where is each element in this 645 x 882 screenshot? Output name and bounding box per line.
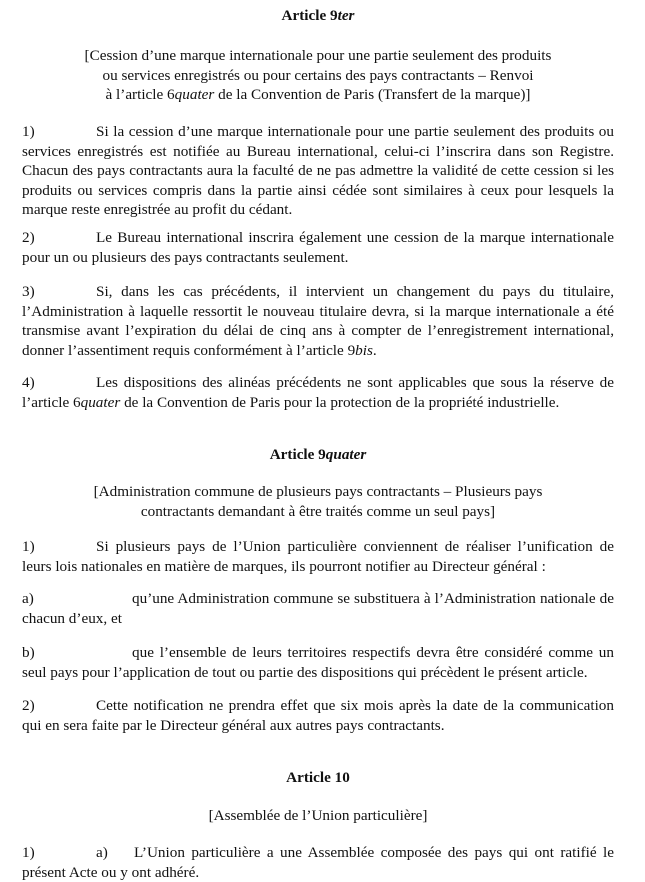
article-9ter-title: Article 9ter (281, 7, 355, 24)
article-9ter-para-3: 3) Si, dans les cas précédents, il intervient un changement du pays du titulaire, l’Administration à laquelle ressortit le nouveau titulaire devra, si la marque internationale a été transmise avant l’expiration du délai de cinq ans à compter de l’enregistrement international, donner l’assentiment requis conformément à l’article 9bis. (22, 283, 614, 359)
article-9ter-para-2: 2) Le Bureau international inscrira également une cession de la marque internationale pour un ou plusieurs des pays contractants seulement. (22, 229, 614, 266)
article-9quater-title: Article 9quater (269, 446, 367, 463)
article-10-title: Article 10 (286, 769, 350, 786)
article-9quater-subtitle: [Administration commune de plusieurs pays contractants – Plusieurs pays contractants demandant à être traités comme un seul pays] (93, 483, 543, 520)
article-9quater-para-b: b) que l’ensemble de leurs territoires respectifs devra être considéré comme un seul pays pour l’application de tout ou partie des dispositions qui précèdent le présent article. (22, 644, 614, 681)
article-9ter-para-4: 4) Les dispositions des alinéas précédents ne sont applicables que sous la réserve de l’article 6quater de la Convention de Paris pour la protection de la propriété industrielle. (22, 374, 614, 411)
article-10-subtitle: [Assemblée de l’Union particulière] (208, 807, 428, 824)
article-9quater-para-2: 2) Cette notification ne prendra effet que six mois après la date de la communication qui en sera faite par le Directeur général aux autres pays contractants. (22, 697, 614, 734)
article-9ter-subtitle: [Cession d’une marque internationale pour une partie seulement des produits ou services enregistrés ou pour certains des pays contractants – Renvoi à l’article 6quater de la Convention de Paris (Transfert de la marque)] (84, 47, 552, 104)
article-10-para-1: 1) a) L’Union particulière a une Assemblée composée des pays qui ont ratifié le présent Acte ou y ont adhéré. (22, 844, 614, 881)
article-9ter-para-1: 1) Si la cession d’une marque internationale pour une partie seulement des produits ou services enregistrés est notifiée au Bureau international, celui-ci l’inscrira dans son Registre. Chacun des pays contractants aura la faculté de ne pas admettre la validité de cette cession si les produits ou services compris dans la partie ainsi cédée sont similaires à ceux pour lesquels la marque reste enregistrée au profit du cédant. (22, 123, 614, 219)
article-9quater-para-a: a) qu’une Administration commune se substituera à l’Administration nationale de chacun d’eux, et (22, 590, 614, 627)
article-9quater-para-1: 1) Si plusieurs pays de l’Union particulière conviennent de réaliser l’unification de leurs lois nationales en matière de marques, ils pourront notifier au Directeur général : (22, 538, 614, 575)
